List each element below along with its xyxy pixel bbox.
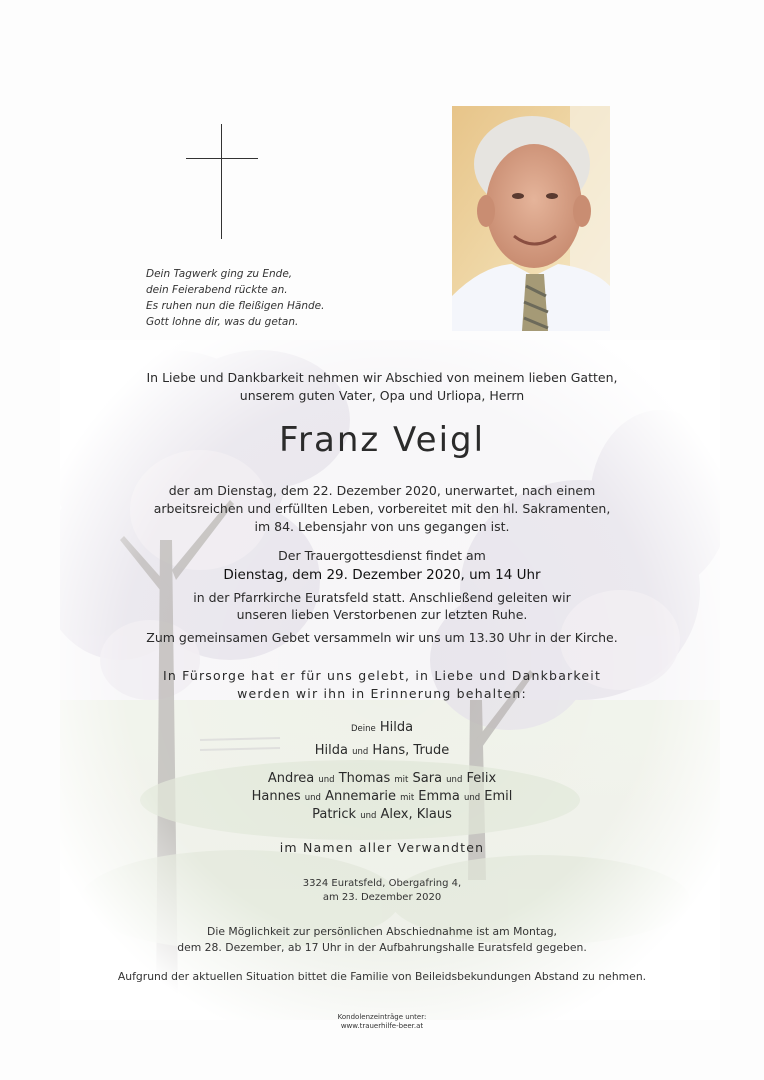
poem-line: Es ruhen nun die fleißigen Hände. xyxy=(146,300,325,312)
care-line: In Fürsorge hat er für uns gelebt, in Liebe und Dankbarkeit xyxy=(162,668,602,683)
memorial-poem xyxy=(146,266,406,330)
family-line: Patrick und Alex, Klaus xyxy=(312,807,452,822)
portrait-photo xyxy=(452,106,610,331)
intro-line: In Liebe und Dankbarkeit nehmen wir Abschied von meinem lieben Gatten, xyxy=(146,370,618,385)
notice-line: Aufgrund der aktuellen Situation bittet die Familie von Beileidsbekundungen Abstand zu nehmen. xyxy=(117,970,647,983)
death-line: arbeitsreichen und erfüllten Leben, vorbereitet mit den hl. Sakramenten, xyxy=(153,501,611,516)
service-date: Dienstag, dem 29. Dezember 2020, um 14 Uhr xyxy=(223,567,541,583)
cross-icon xyxy=(186,124,258,239)
death-line: der am Dienstag, dem 22. Dezember 2020, unerwartet, nach einem xyxy=(168,483,596,498)
prayer-line: Zum gemeinsamen Gebet versammeln wir uns um 13.30 Uhr in der Kirche. xyxy=(146,630,618,645)
family-line: Andrea und Thomas mit Sara und Felix xyxy=(267,771,497,786)
poem-line: dein Feierabend rückte an. xyxy=(146,284,288,296)
service-intro: Der Trauergottesdienst findet am xyxy=(278,548,486,563)
intro-line: unserem guten Vater, Opa und Urliopa, Herrn xyxy=(239,388,525,403)
deceased-name: Franz Veigl xyxy=(278,420,486,460)
relatives-line: im Namen aller Verwandten xyxy=(279,840,485,855)
care-line: werden wir ihn in Erinnerung behalten: xyxy=(237,686,527,701)
farewell-line: Die Möglichkeit zur persönlichen Abschiednahme ist am Montag, xyxy=(207,925,557,938)
farewell-line: dem 28. Dezember, ab 17 Uhr in der Aufbahrungshalle Euratsfeld gegeben. xyxy=(177,941,587,954)
service-place: in der Pfarrkirche Euratsfeld statt. Anschließend geleiten wir xyxy=(193,590,571,605)
footer-url[interactable]: www.trauerhilfe-beer.at xyxy=(340,1022,424,1030)
poem-line: Gott lohne dir, was du getan. xyxy=(146,316,299,328)
address-date: am 23. Dezember 2020 xyxy=(322,892,442,903)
family-line: Hannes und Annemarie mit Emma und Emil xyxy=(251,789,513,804)
footer-label: Kondolenzeinträge unter: xyxy=(337,1013,427,1021)
poem-line: Dein Tagwerk ging zu Ende, xyxy=(146,268,293,280)
service-place: unseren lieben Verstorbenen zur letzten Ruhe. xyxy=(236,607,528,622)
address-line: 3324 Euratsfeld, Obergafring 4, xyxy=(302,878,462,889)
family-line: Hilda und Hans, Trude xyxy=(314,743,450,758)
death-line: im 84. Lebensjahr von uns gegangen ist. xyxy=(254,519,510,534)
family-line: Deine Hilda xyxy=(350,720,414,735)
